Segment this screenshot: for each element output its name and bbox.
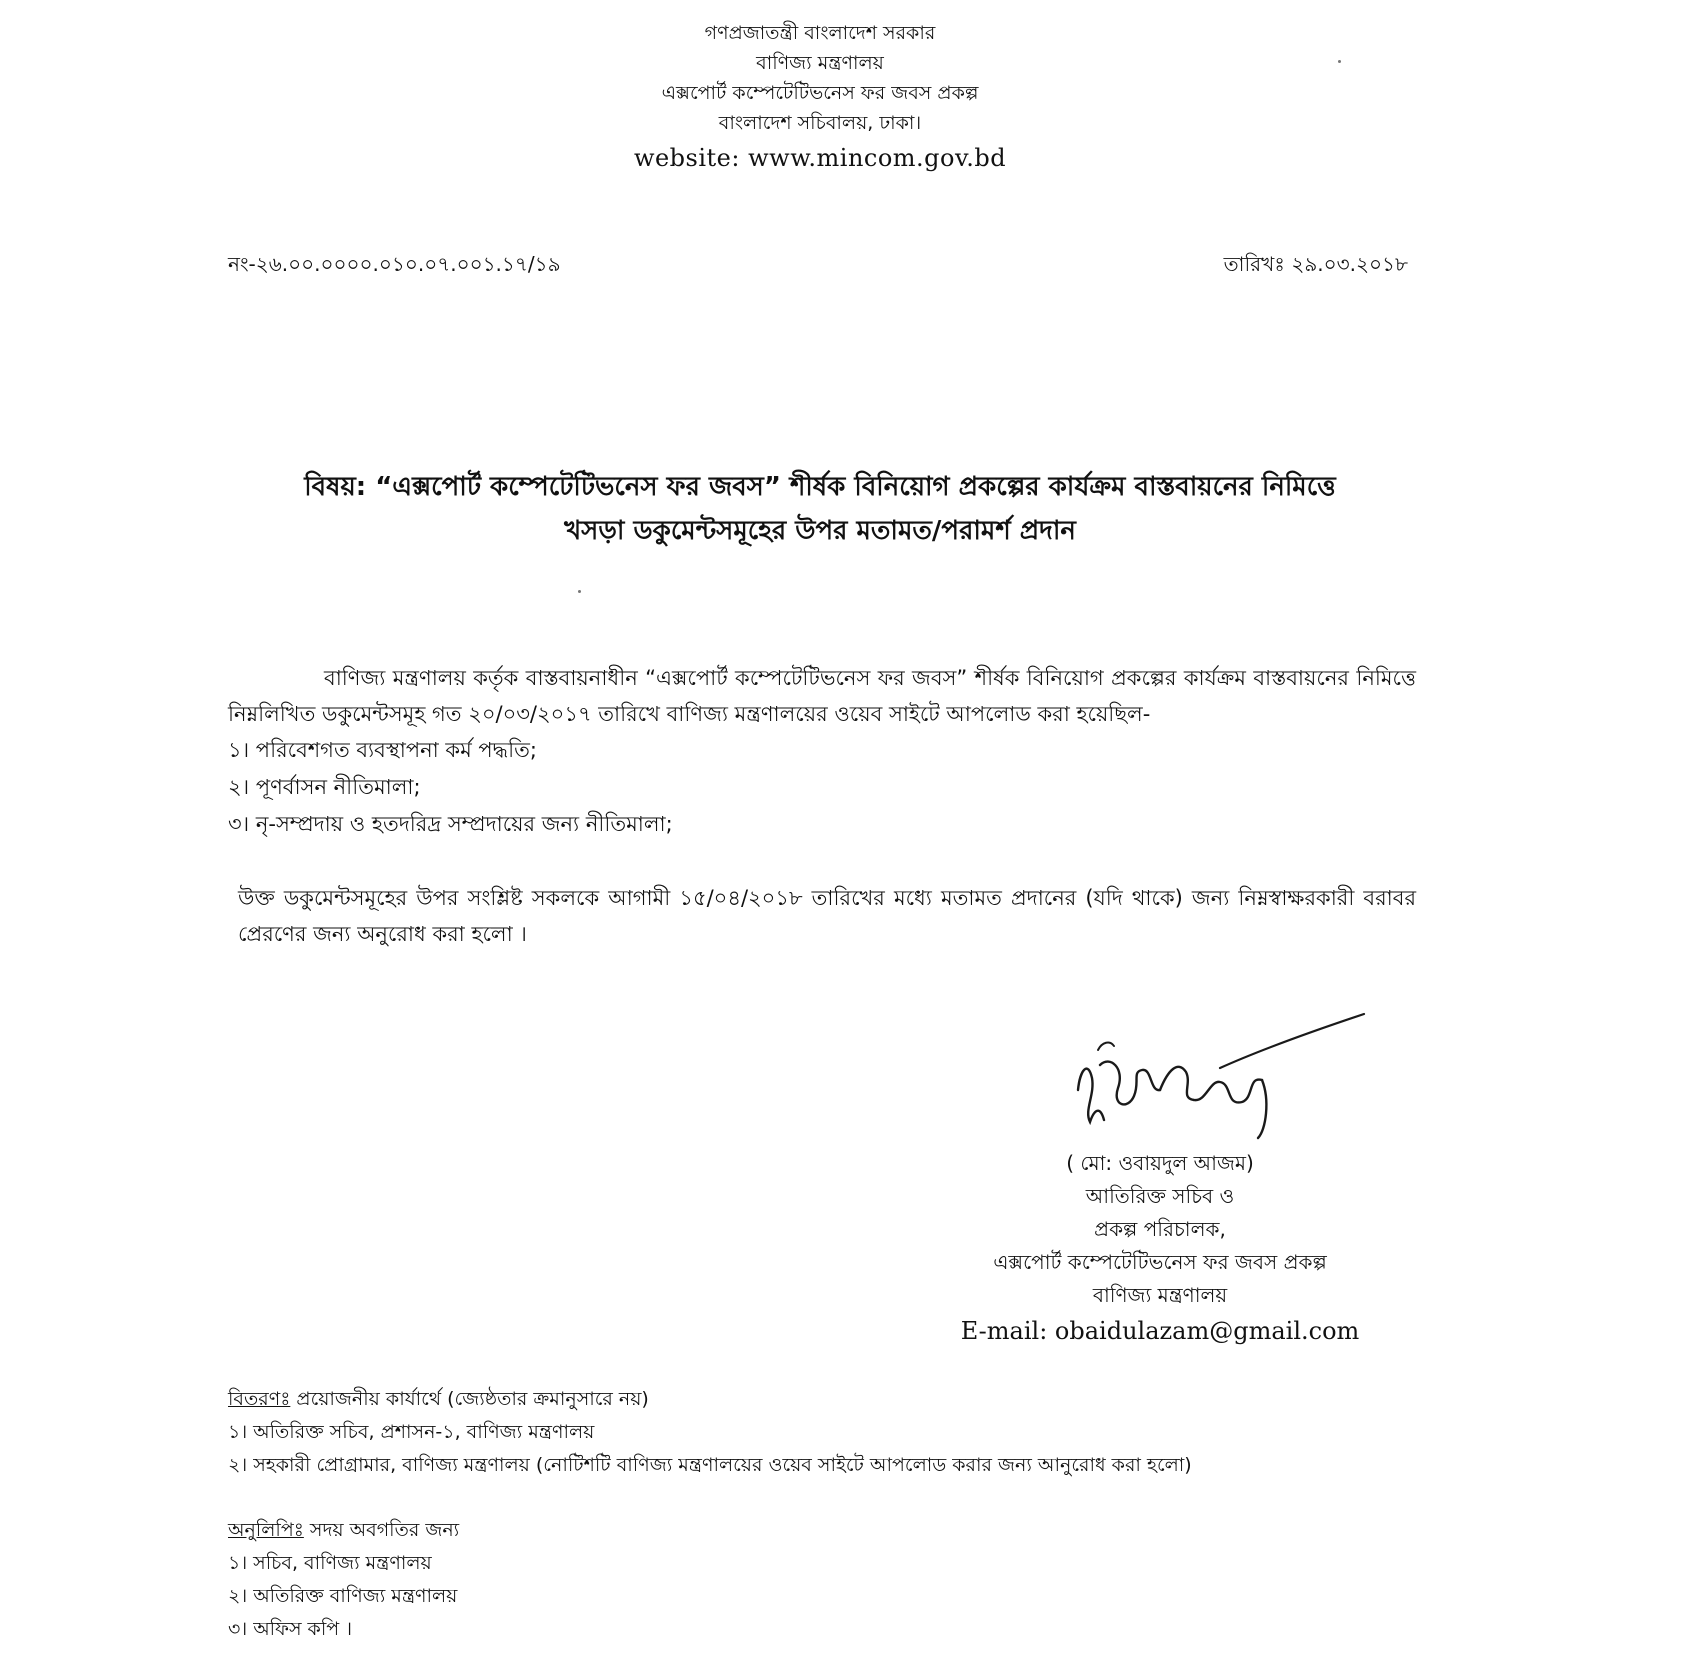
body-paragraph-2: উক্ত ডকুমেন্টসমূহের উপর সংশ্লিষ্ট সকলকে আগামী ১৫/০৪/২০১৮ তারিখের মধ্যে মতামত প্রদানের (যদি থাকে) জন্য নিম্নস্বাক্ষরকারী বরাবর প্রেরণের জন্য অনুরোধ করা হলো । [238,886,1416,946]
copy-item: ৩। অফিস কপি । [228,1618,353,1640]
signatory-email: E-mail: obaidulazam@gmail.com [960,1317,1360,1345]
distribution-note: প্রয়োজনীয় কার্যার্থে (জ্যেষ্ঠতার ক্রমানুসারে নয়) [290,1388,649,1410]
memo-date: তারিখঃ ২৯.০৩.২০১৮ [1223,252,1408,276]
body-paragraph-1: বাণিজ্য মন্ত্রণালয় কর্তৃক বাস্তবায়নাধীন “এক্সপোর্ট কম্পেটেটিভনেস ফর জবস” শীর্ষক বিনিয়োগ প্রকল্পের কার্যক্রম বাস্তবায়নের নিমিত্তে নিম্নলিখিত ডকুমেন্টসমূহ গত ২০/০৩/২০১৭ তারিখে বাণিজ্য মন্ত্রণালয়ের ওয়েব সাইটে আপলোড করা হয়েছিল- [228,666,1416,726]
signatory-ministry: বাণিজ্য মন্ত্রণালয় [1092,1283,1228,1307]
document-list [228,732,1416,843]
scan-speck [1338,60,1341,63]
letter-body [228,660,1416,952]
signatory-title: আতিরিক্ত সচিব ও [1085,1184,1235,1208]
distribution-section [228,1383,1528,1482]
signatory-project: এক্সপোর্ট কম্পেটেটিভনেস ফর জবস প্রকল্প [993,1250,1327,1274]
document-list-item: ১। পরিবেশগত ব্যবস্থাপনা কর্ম পদ্ধতি; [228,738,537,762]
letterhead-ministry: বাণিজ্য মন্ত্রণালয় [756,52,884,74]
copy-section [228,1514,1128,1646]
distribution-heading [228,1383,1528,1416]
signatory-name: ( মো: ওবায়দুল আজম) [1066,1151,1254,1175]
copy-note: সদয় অবগতির জন্য [303,1519,460,1541]
letterhead-project: এক্সপোর্ট কম্পেটেটিভনেস ফর জবস প্রকল্প [661,82,979,104]
subject-heading [200,465,1440,553]
subject-line-2: খসড়া ডকুমেন্টসমূহের উপর মতামত/পরামর্শ প্রদান [564,516,1076,546]
handwritten-signature [1070,1010,1370,1160]
document-list-item: ২। পূণর্বাসন নীতিমালা; [228,775,421,799]
scan-speck [578,590,581,593]
copy-item: ২। অতিরিক্ত বাণিজ্য মন্ত্রণালয় [228,1585,458,1607]
distribution-label: বিতরণঃ [228,1388,291,1410]
subject-line-1: বিষয়: “এক্সপোর্ট কম্পেটেটিভনেস ফর জবস” শীর্ষক বিনিয়োগ প্রকল্পের কার্যক্রম বাস্তবায়নের নিমিত্তে [304,472,1336,502]
copy-item: ১। সচিব, বাণিজ্য মন্ত্রণালয় [228,1552,432,1574]
memo-reference-number: নং-২৬.০০.০০০০.০১০.০৭.০০১.১৭/১৯ [228,252,561,276]
letterhead-website: website: www.mincom.gov.bd [633,144,1007,172]
signatory-block [940,1147,1380,1350]
letterhead [0,18,1640,176]
letterhead-government: গণপ্রজাতন্ত্রী বাংলাদেশ সরকার [704,22,936,44]
distribution-item: ১। অতিরিক্ত সচিব, প্রশাসন-১, বাণিজ্য মন্ত্রণালয় [228,1421,595,1443]
signatory-role: প্রকল্প পরিচালক, [1094,1217,1226,1241]
copy-label: অনুলিপিঃ [228,1519,304,1541]
letterhead-address: বাংলাদেশ সচিবালয়, ঢাকা। [718,112,922,134]
copy-heading [228,1514,1128,1547]
distribution-item: ২। সহকারী প্রোগ্রামার, বাণিজ্য মন্ত্রণালয় (নোটিশটি বাণিজ্য মন্ত্রণালয়ের ওয়েব সাইটে আপলোড করার জন্য আনুরোধ করা হলো) [228,1454,1192,1476]
document-list-item: ৩। নৃ-সম্প্রদায় ও হতদরিদ্র সম্প্রদায়ের জন্য নীতিমালা; [228,812,673,836]
